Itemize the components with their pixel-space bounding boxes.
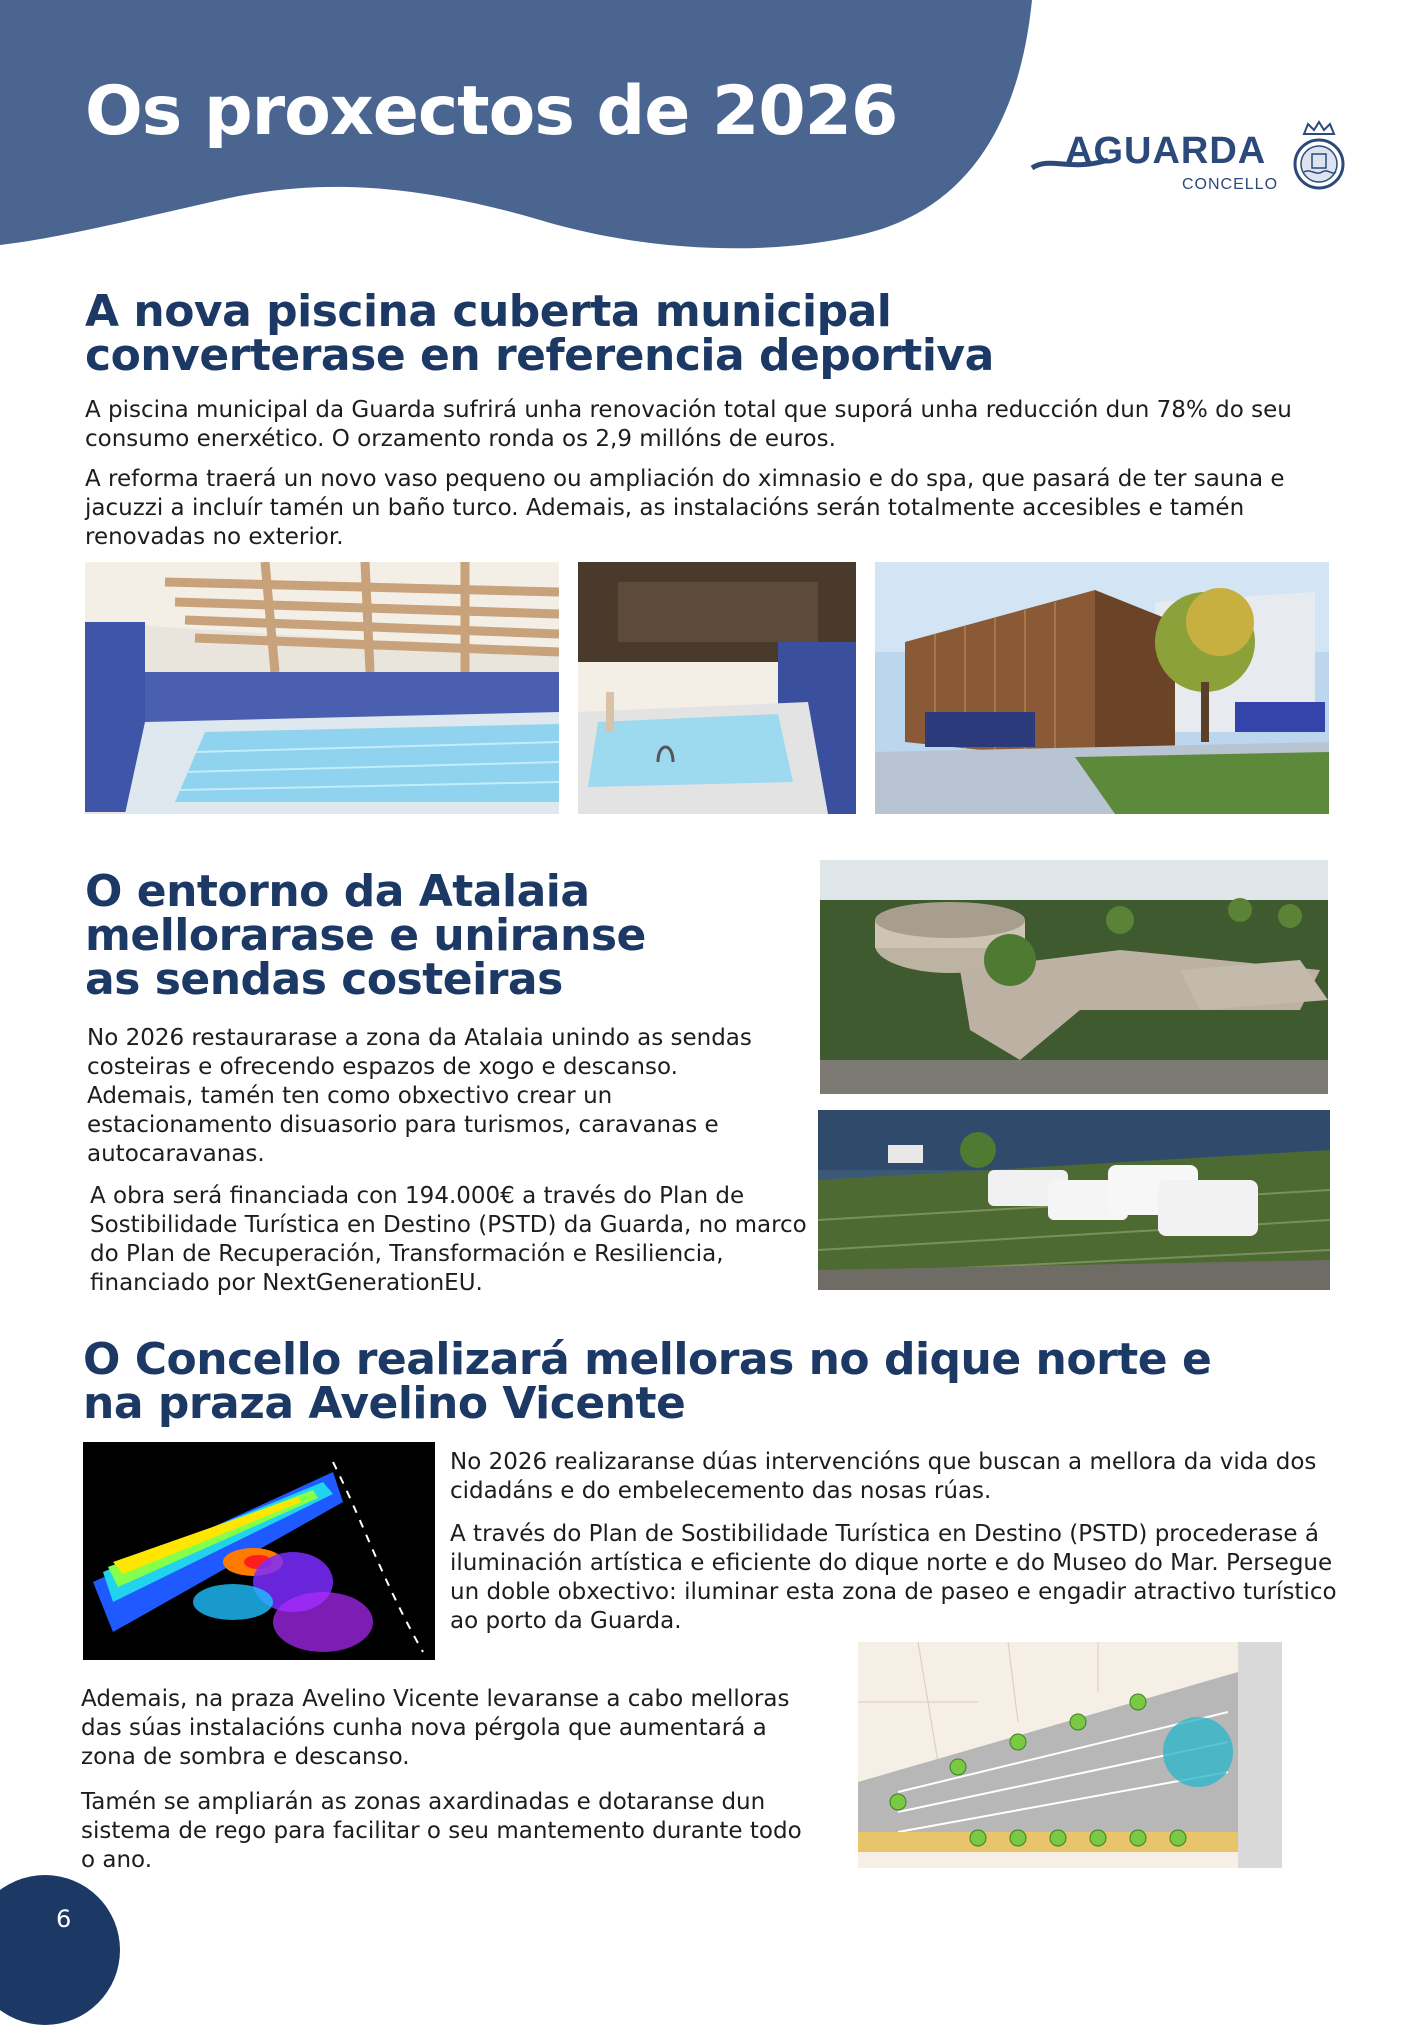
section3-paragraph-3: Ademais, na praza Avelino Vicente levaranse a cabo melloras das súas instalacións cunha nova pérgola que aumentará a zona de sombra e descanso. (81, 1686, 790, 1770)
plaza-plan-drawing (858, 1642, 1282, 1868)
page-number: 6 (56, 1905, 72, 1933)
lighting-study-render (83, 1442, 435, 1660)
section1-title-line2: converterase en referencia deportiva (85, 330, 994, 381)
section3-title-line2: na praza Avelino Vicente (83, 1378, 686, 1429)
concello-logo (1030, 120, 1350, 200)
section3-paragraph-4: Tamén se ampliarán as zonas axardinadas e dotaranse dun sistema de rego para facilitar o seu mantemento durante todo o ano. (81, 1789, 802, 1873)
section3-title-line1: O Concello realizará melloras no dique norte e (83, 1334, 1212, 1385)
section1-title-line1: A nova piscina cuberta municipal (85, 286, 892, 337)
page-title: Os proxectos de 2026 (85, 72, 898, 151)
crest-icon (1292, 120, 1346, 194)
section1-title (85, 286, 994, 381)
section3-paragraph-1: No 2026 realizaranse dúas intervencións que buscan a mellora da vida dos cidadáns e do embelecemento das nosas rúas. (450, 1449, 1317, 1504)
parking-render (818, 1110, 1330, 1290)
section2-paragraph-2: A obra será financiada con 194.000€ a través do Plan de Sostibilidade Turística en Destino (PSTD) da Guarda, no marco do Plan de Recuperación, Transformación e Resiliencia, financiado por NextGenerationEU. (90, 1183, 807, 1296)
building-exterior-render (875, 562, 1329, 814)
logo-text: AGUARDA (1065, 130, 1267, 172)
section2-title (85, 866, 646, 1005)
page-number-badge (0, 1875, 120, 2025)
section2-paragraph-1: No 2026 restaurarase a zona da Atalaia unindo as sendas costeiras e ofrecendo espazos de xogo e descanso. Ademais, tamén ten como obxectivo crear un estacionamento disuasorio para turismos, caravanas e autocaravanas. (87, 1025, 752, 1167)
section2-title-line2: mellorarase e uniranse (85, 910, 646, 961)
atalaia-render (820, 860, 1328, 1094)
logo-subtext: CONCELLO (1182, 176, 1279, 193)
section3-paragraph-2: A través do Plan de Sostibilidade Turística en Destino (PSTD) procederase á iluminación artística e eficiente do dique norte e do Museo do Mar. Persegue un doble obxectivo: iluminar esta zona de paseo e engadir atractivo turístico ao porto da Guarda. (450, 1521, 1337, 1634)
section3-title (83, 1334, 1212, 1429)
section1-paragraph-1: A piscina municipal da Guarda sufrirá unha renovación total que suporá unha reducción dun 78% do seu consumo enerxético. O orzamento ronda os 2,9 millóns de euros. (85, 397, 1292, 452)
section1-paragraph-2: A reforma traerá un novo vaso pequeno ou ampliación do ximnasio e do spa, que pasará de ter sauna e jacuzzi a incluír tamén un baño turco. Ademais, as instalacións serán totalmente accesibles e tamén renovadas no exterior. (85, 466, 1285, 550)
pool-interior-render (85, 562, 559, 814)
section2-title-line1: O entorno da Atalaia (85, 866, 590, 917)
section2-title-line3: as sendas costeiras (85, 954, 563, 1005)
small-pool-render (578, 562, 856, 814)
